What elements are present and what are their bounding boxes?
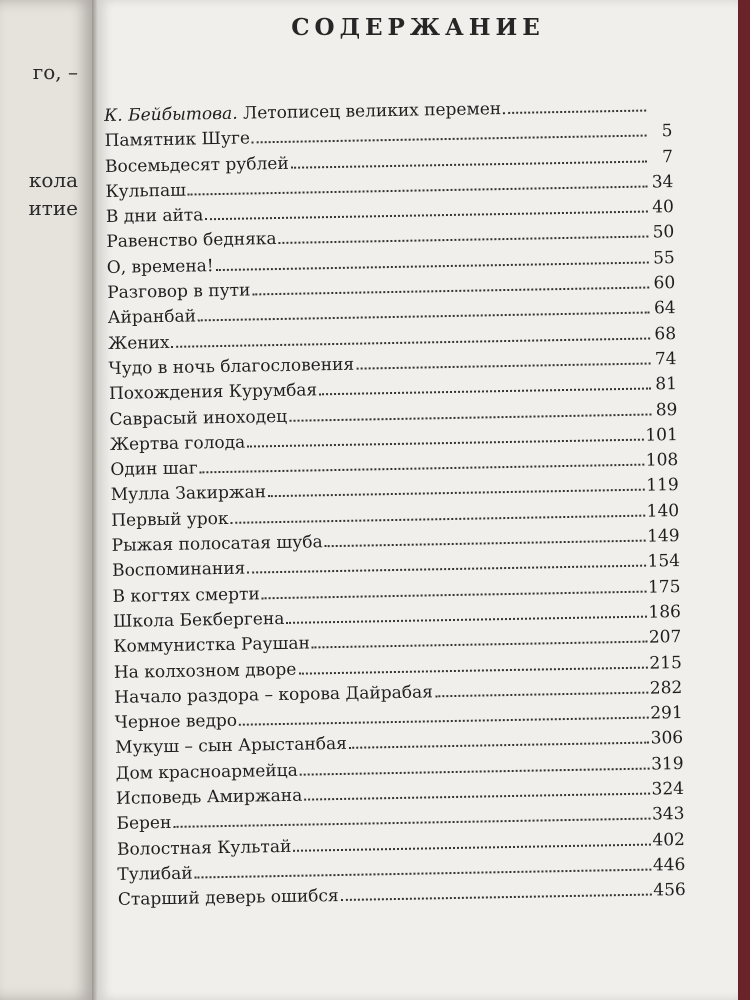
toc-leader-dots — [325, 540, 646, 548]
toc-page-number: 101 — [645, 424, 679, 446]
toc-leader-dots — [231, 514, 645, 523]
toc-leader-dots — [247, 565, 645, 574]
toc-page-number: 291 — [650, 703, 683, 724]
toc-title: Воспоминания — [111, 558, 246, 582]
toc-page-number: 34 — [651, 171, 674, 193]
toc-leader-dots — [356, 362, 650, 369]
toc-title: Волостная Культай — [116, 836, 292, 860]
toc-leader-dots — [239, 717, 648, 726]
toc-title: Восемьдесят рублей — [104, 153, 289, 177]
toc-title: В дни айта — [105, 205, 204, 228]
toc-title: В когтях смерти — [112, 583, 260, 607]
left-page-text: итие — [28, 196, 78, 220]
toc-title: Школа Бекбергена — [112, 608, 285, 632]
toc-leader-dots — [341, 894, 652, 901]
toc-leader-dots — [188, 185, 647, 195]
toc-page-number: 40 — [652, 197, 675, 218]
toc-title: Похождения Курумбая — [108, 380, 318, 405]
toc-leader-dots — [279, 236, 649, 244]
toc-page-number: 154 — [647, 551, 681, 572]
toc-title: Айранбай — [107, 306, 197, 329]
toc-page-number: 324 — [651, 778, 685, 800]
toc-title: Дом красноармейца — [115, 760, 298, 784]
toc-title: Один шаг — [110, 458, 198, 481]
toc-page-number: 74 — [654, 349, 677, 370]
toc-title: Первый урок — [111, 508, 229, 531]
toc-page-number: 207 — [648, 627, 682, 648]
toc-leader-dots — [349, 742, 649, 749]
toc-page-number: 319 — [650, 753, 684, 775]
toc-page-number: 108 — [645, 450, 679, 471]
toc-page-number: 186 — [648, 601, 682, 623]
toc-title: Рыжая полосатая шуба — [111, 532, 323, 556]
toc-title: Черное ведро — [114, 710, 238, 734]
toc-leader-dots — [289, 413, 651, 421]
toc-title: Чудо в ночь благословения — [108, 354, 355, 379]
toc-page-number: 81 — [655, 374, 678, 395]
toc-title: Мукуш – сын Арыстанбая — [115, 734, 348, 759]
toc-title: Жених — [107, 332, 170, 354]
toc-leader-dots — [268, 489, 644, 498]
toc-page-number: 60 — [653, 273, 676, 294]
toc-page-number: 50 — [652, 222, 675, 243]
page-title: СОДЕРЖАНИЕ — [291, 14, 545, 41]
toc-leader-dots — [200, 464, 644, 474]
toc-page-number: 68 — [654, 323, 677, 345]
toc-title: Старший деверь ошибся — [117, 886, 339, 911]
toc-page-number: 282 — [649, 677, 683, 699]
book-cover-edge — [738, 0, 750, 1000]
toc-leader-dots — [247, 438, 643, 447]
toc-leader-dots — [252, 287, 649, 296]
toc-title: Берен — [116, 813, 172, 835]
toc-page-number: 456 — [653, 880, 686, 901]
table-of-contents — [104, 96, 686, 915]
left-page-text: го, – — [32, 60, 78, 84]
toc-leader-dots — [172, 337, 651, 347]
toc-page-number: 140 — [646, 500, 680, 522]
toc-page-number: 119 — [646, 475, 679, 497]
toc-title: Кульпаш — [105, 180, 187, 202]
toc-page-number: 149 — [646, 526, 680, 547]
toc-leader-dots — [205, 211, 648, 221]
toc-title: О, времена! — [106, 255, 214, 278]
toc-leader-dots — [312, 641, 647, 649]
toc-leader-dots — [262, 590, 646, 599]
toc-title: Начало раздора – корова Дайрабая — [114, 682, 434, 708]
toc-title: Саврасый иноходец — [109, 406, 288, 430]
toc-leader-dots — [216, 261, 649, 271]
toc-leader-dots — [173, 818, 650, 828]
toc-leader-dots — [291, 160, 647, 168]
left-page-text: кола — [28, 168, 78, 192]
toc-page-number: 5 — [661, 121, 673, 142]
toc-leader-dots — [293, 843, 650, 851]
toc-page-number: 175 — [647, 576, 681, 598]
toc-leader-dots — [298, 666, 647, 674]
toc-title: Жертва голода — [109, 432, 246, 455]
toc-page-number: 446 — [652, 854, 686, 876]
toc-leader-dots — [286, 616, 646, 624]
toc-page-number: 402 — [652, 829, 686, 851]
toc-page-number: 55 — [652, 247, 675, 269]
toc-leader-dots — [319, 388, 651, 396]
toc-page-number: 7 — [661, 146, 674, 167]
toc-title: Тулибай — [117, 863, 193, 885]
left-page — [0, 0, 92, 1000]
toc-page-number: 215 — [649, 652, 682, 674]
contents-page — [98, 0, 738, 1000]
toc-title: Мулла Закиржан — [110, 482, 267, 506]
toc-leader-dots — [195, 868, 651, 878]
toc-title: Летописец великих перемен. — [242, 98, 507, 124]
toc-leader-dots — [435, 691, 648, 697]
toc-title: Равенство бедняка — [106, 229, 277, 253]
toc-leader-dots — [509, 110, 647, 114]
toc-leader-dots — [300, 767, 649, 775]
toc-title: Коммунистка Раушан — [113, 633, 311, 658]
toc-leader-dots — [198, 312, 650, 322]
toc-title: Исповедь Амиржана — [115, 785, 303, 809]
toc-leader-dots — [304, 793, 649, 801]
toc-page-number: 306 — [650, 728, 684, 749]
toc-title: Разговор в пути — [107, 280, 251, 304]
toc-page-number: 64 — [653, 298, 676, 319]
toc-leader-dots — [252, 135, 647, 144]
toc-title: Памятник Шуге — [104, 128, 251, 152]
toc-author: К. Бейбытова. — [104, 103, 238, 126]
toc-page-number: 343 — [651, 804, 685, 825]
toc-title: На колхозном дворе — [113, 659, 297, 683]
toc-page-number: 89 — [655, 399, 678, 420]
